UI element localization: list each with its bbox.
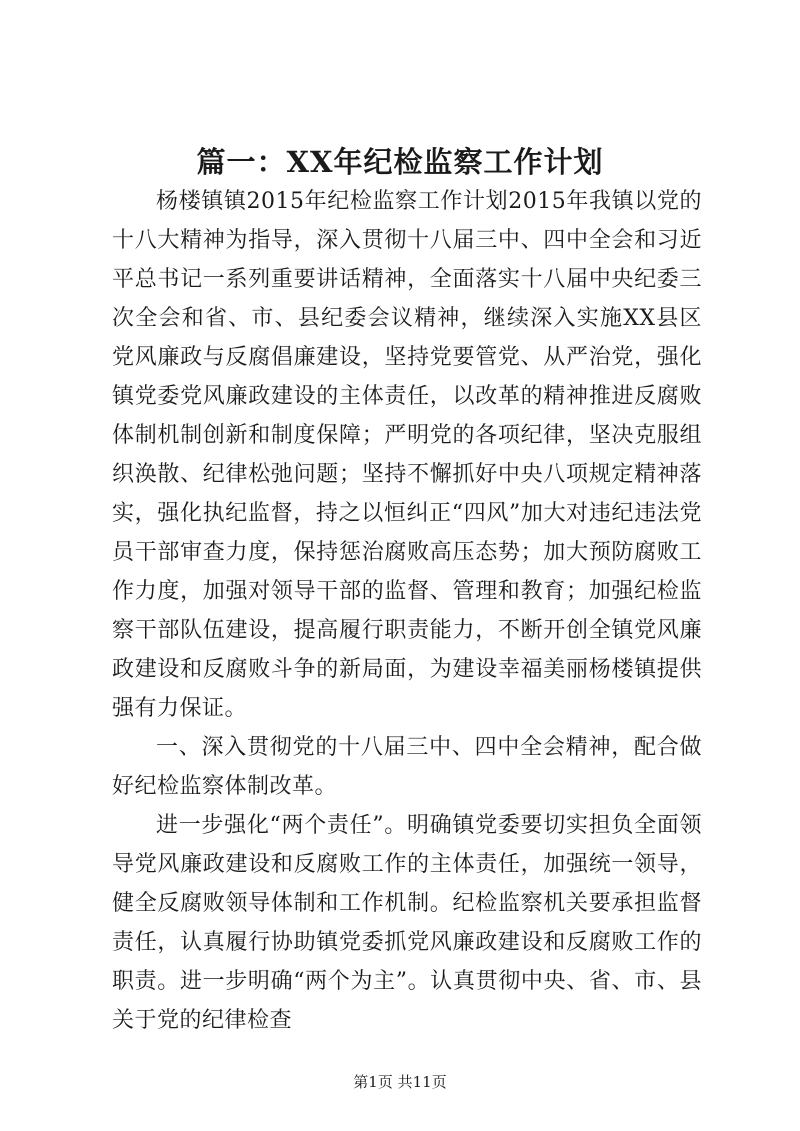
- paragraph-section-heading: 一、深入贯彻党的十八届三中、四中全会精神，配合做好纪检监察体制改革。: [112, 735, 702, 799]
- document-body: [112, 182, 702, 1040]
- paragraph-intro: 杨楼镇镇2015年纪检监察工作计划2015年我镇以党的十八大精神为指导，深入贯彻十八届三中、四中全会和习近平总书记一系列重要讲话精神，全面落实十八届中央纪委三次全会和省、市、县纪委会议精神，继续深入实施XX县区党风廉政与反腐倡廉建设，坚持党要管党、从严治党，强化镇党委党风廉政建设的主体责任，以改革的精神推进反腐败体制机制创新和制度保障；严明党的各项纪律，坚决克服组织涣散、纪律松弛问题；坚持不懈抓好中央八项规定精神落实，强化执纪监督，持之以恒纠正“四风”加大对违纪违法党员干部审查力度，保持惩治腐败高压态势；加大预防腐败工作力度，加强对领导干部的监督、管理和教育；加强纪检监察干部队伍建设，提高履行职责能力，不断开创全镇党风廉政建设和反腐败斗争的新局面，为建设幸福美丽杨楼镇提供强有力保证。: [112, 189, 702, 721]
- paragraph-responsibilities: 进一步强化“两个责任”。明确镇党委要切实担负全面领导党风廉政建设和反腐败工作的主体责任，加强统一领导，健全反腐败领导体制和工作机制。纪检监察机关要承担监督责任，认真履行协助镇党委抓党风廉政建设和反腐败工作的职责。进一步明确“两个为主”。认真贯彻中央、省、市、县关于党的纪律检查: [112, 813, 702, 1033]
- document-title: 篇一：XX年纪检监察工作计划: [196, 145, 604, 179]
- page-footer: 第1页 共11页: [353, 1073, 447, 1091]
